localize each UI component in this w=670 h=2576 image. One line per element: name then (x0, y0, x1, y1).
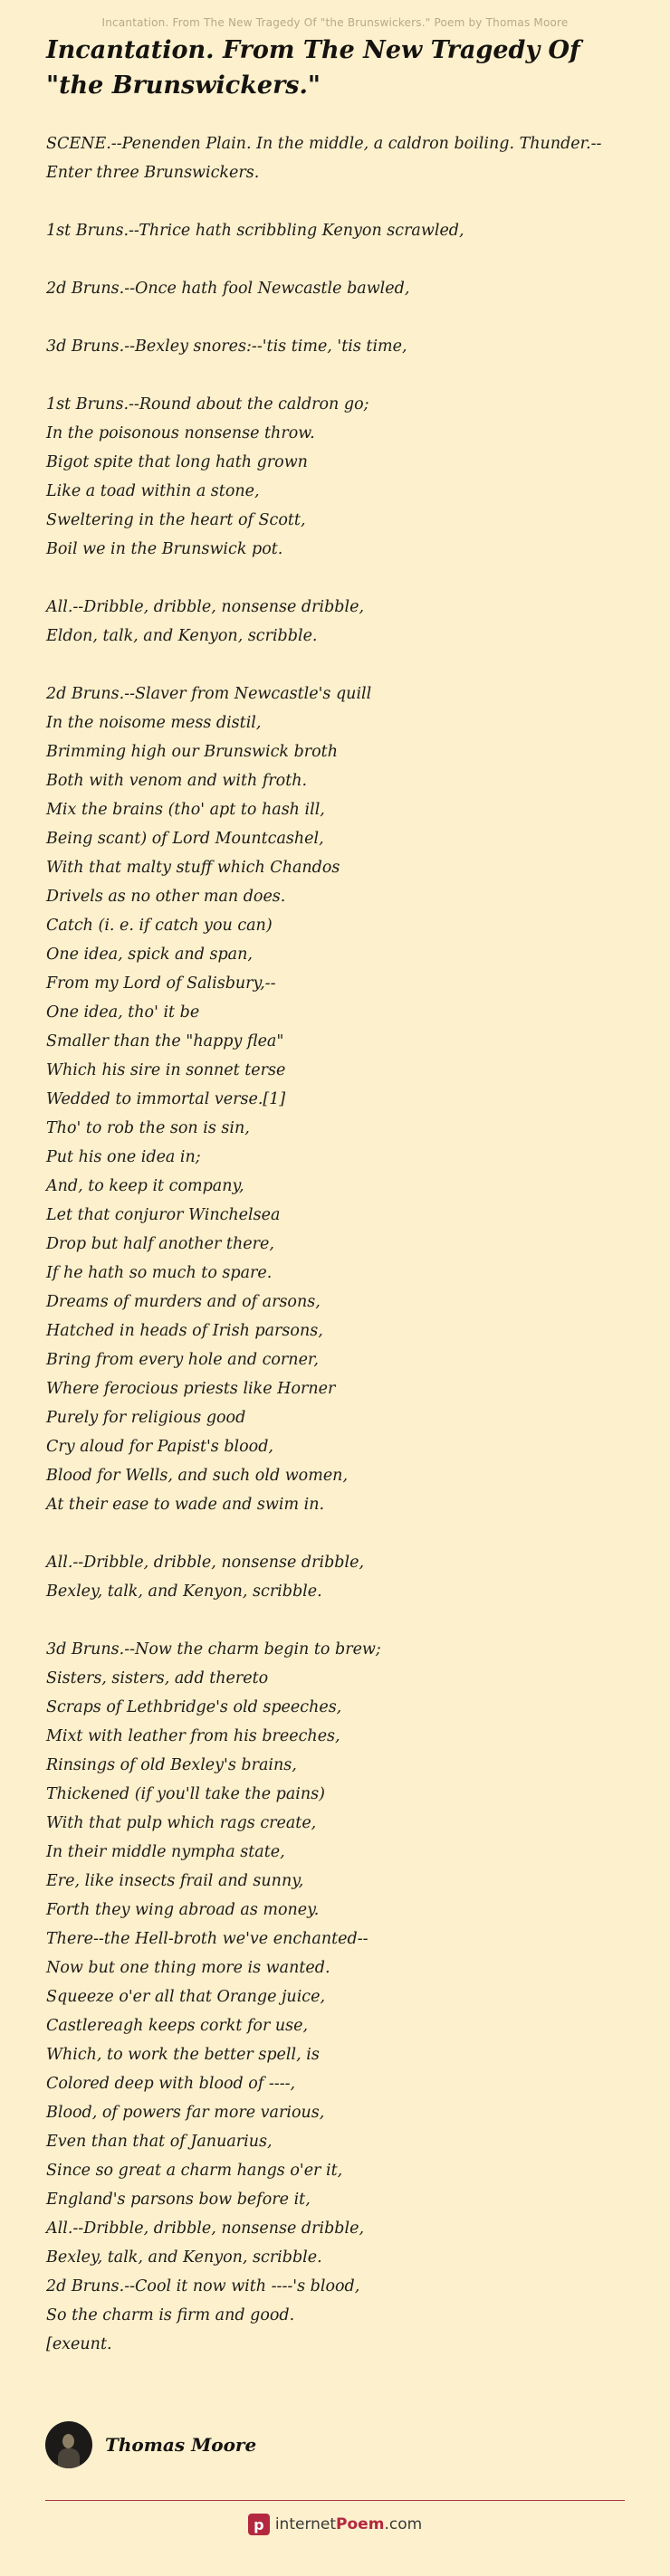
poem-line: SCENE.--Penenden Plain. In the middle, a caldron boiling. Thunder.-- (46, 135, 602, 153)
poem-line: Let that conjuror Winchelsea (46, 1206, 281, 1224)
brand-part-internet: internet (274, 2515, 337, 2533)
poem-line: Drop but half another there, (46, 1235, 274, 1253)
poem-line: Now but one thing more is wanted. (46, 1959, 330, 1977)
poem-line: Enter three Brunswickers. (46, 164, 260, 182)
poem-line: Scraps of Lethbridge's old speeches, (46, 1698, 342, 1716)
poem-line: From my Lord of Salisbury,-- (46, 974, 276, 993)
poem-line: 3d Bruns.--Bexley snores:--'tis time, 'tis time, (46, 337, 407, 356)
poem-line: Sisters, sisters, add thereto (46, 1669, 269, 1687)
site-brand-text (275, 2515, 422, 2533)
poem-line: Drivels as no other man does. (46, 888, 286, 906)
poem-line: 2d Bruns.--Cool it now with ----'s blood, (46, 2277, 360, 2296)
author-avatar[interactable] (45, 2421, 92, 2468)
poem-line: Which his sire in sonnet terse (46, 1061, 286, 1079)
poem-line: England's parsons bow before it, (46, 2191, 311, 2209)
poem-line: 2d Bruns.--Once hath fool Newcastle bawled, (46, 280, 410, 298)
poem-line: In the noisome mess distil, (46, 714, 262, 732)
brand-part-domain: .com (384, 2515, 423, 2533)
poem-line: Bexley, talk, and Kenyon, scribble. (46, 2248, 322, 2267)
poem-line: Catch (i. e. if catch you can) (46, 917, 273, 935)
poem-line: With that pulp which rags create, (46, 1814, 317, 1832)
stanza (46, 1548, 644, 1606)
poem-line: And, to keep it company, (46, 1177, 244, 1195)
poem-line: Both with venom and with froth. (46, 772, 308, 790)
stanza (46, 390, 644, 564)
poem-line: One idea, tho' it be (46, 1003, 200, 1022)
stanza (46, 680, 644, 1519)
header-caption: Incantation. From The New Tragedy Of "the Brunswickers." Poem by Thomas Moore (101, 16, 569, 29)
poem-body (46, 129, 644, 2359)
internetpoem-logo-icon: p (248, 2514, 270, 2535)
poem-line: Smaller than the "happy flea" (46, 1032, 284, 1050)
poem-line: In the poisonous nonsense throw. (46, 424, 315, 442)
poem-line: Bring from every hole and corner, (46, 1351, 319, 1369)
poem-line: Blood, of powers far more various, (46, 2104, 325, 2122)
poem-line: Put his one idea in; (46, 1148, 201, 1166)
poem-title: Incantation. From The New Tragedy Of "the Brunswickers." (46, 36, 580, 100)
poem-line: All.--Dribble, dribble, nonsense dribble, (46, 598, 365, 616)
poem-line: Eldon, talk, and Kenyon, scribble. (46, 627, 318, 645)
poem-line: Castlereagh keeps corkt for use, (46, 2017, 309, 2035)
poem-line: In their middle nympha state, (46, 1843, 285, 1861)
avatar-body (58, 2448, 80, 2468)
poem-line: Like a toad within a stone, (46, 482, 260, 500)
poem-line: Mix the brains (tho' apt to hash ill, (46, 801, 325, 819)
poem-line: 1st Bruns.--Round about the caldron go; (46, 395, 369, 413)
poem-line: All.--Dribble, dribble, nonsense dribble, (46, 2220, 365, 2238)
poem-line: Bexley, talk, and Kenyon, scribble. (46, 1583, 322, 1601)
poem-line: Boil we in the Brunswick pot. (46, 540, 283, 558)
stanza (46, 1635, 644, 2359)
poem-line: One idea, spick and span, (46, 946, 253, 964)
poem-line: Purely for religious good (46, 1409, 246, 1427)
stanza (46, 332, 644, 361)
stanza (46, 216, 644, 245)
poem-line: Wedded to immortal verse.[1] (46, 1090, 286, 1108)
poem-line: Bigot spite that long hath grown (46, 453, 308, 471)
poem-line: Being scant) of Lord Mountcashel, (46, 830, 324, 848)
avatar-face (62, 2434, 74, 2448)
poem-line: Since so great a charm hangs o'er it, (46, 2162, 343, 2180)
poem-line: Ere, like insects frail and sunny, (46, 1872, 304, 1890)
poem-line: Brimming high our Brunswick broth (46, 743, 338, 761)
poem-line: So the charm is firm and good. (46, 2306, 295, 2324)
poem-line: Rinsings of old Bexley's brains, (46, 1756, 297, 1774)
poem-line: With that malty stuff which Chandos (46, 859, 340, 877)
poem-line: Mixt with leather from his breeches, (46, 1727, 340, 1745)
poem-line: [exeunt. (46, 2335, 112, 2353)
brand-part-poem: Poem (336, 2515, 385, 2533)
poem-line: If he hath so much to spare. (46, 1264, 273, 1282)
poem-line: Tho' to rob the son is sin, (46, 1119, 250, 1137)
poem-line: Thickened (if you'll take the pains) (46, 1785, 325, 1803)
poem-line: At their ease to wade and swim in. (46, 1496, 325, 1514)
poem-line: 2d Bruns.--Slaver from Newcastle's quill (46, 685, 372, 703)
poem-line: All.--Dribble, dribble, nonsense dribble, (46, 1554, 365, 1572)
poem-line: Forth they wing abroad as money. (46, 1901, 320, 1919)
footer-divider (45, 2500, 625, 2501)
author-name[interactable]: Thomas Moore (105, 2434, 257, 2456)
poem-line: Blood for Wells, and such old women, (46, 1467, 349, 1485)
poem-line: Even than that of Januarius, (46, 2133, 273, 2151)
poem-line: Which, to work the better spell, is (46, 2046, 320, 2064)
stanza (46, 593, 644, 651)
site-brand-link[interactable] (0, 2514, 670, 2535)
poem-line: Sweltering in the heart of Scott, (46, 511, 306, 529)
stanza (46, 274, 644, 303)
poem-line: Where ferocious priests like Horner (46, 1380, 336, 1398)
poem-line: There--the Hell-broth we've enchanted-- (46, 1930, 368, 1948)
poem-line: Colored deep with blood of ----, (46, 2075, 296, 2093)
poem-line: 1st Bruns.--Thrice hath scribbling Kenyon scrawled, (46, 222, 464, 240)
poem-line: Squeeze o'er all that Orange juice, (46, 1988, 326, 2006)
poem-line: 3d Bruns.--Now the charm begin to brew; (46, 1640, 381, 1659)
author-block[interactable] (45, 2421, 256, 2468)
poem-line: Dreams of murders and of arsons, (46, 1293, 321, 1311)
poem-line: Hatched in heads of Irish parsons, (46, 1322, 323, 1340)
poem-line: Cry aloud for Papist's blood, (46, 1438, 273, 1456)
stanza (46, 129, 644, 187)
